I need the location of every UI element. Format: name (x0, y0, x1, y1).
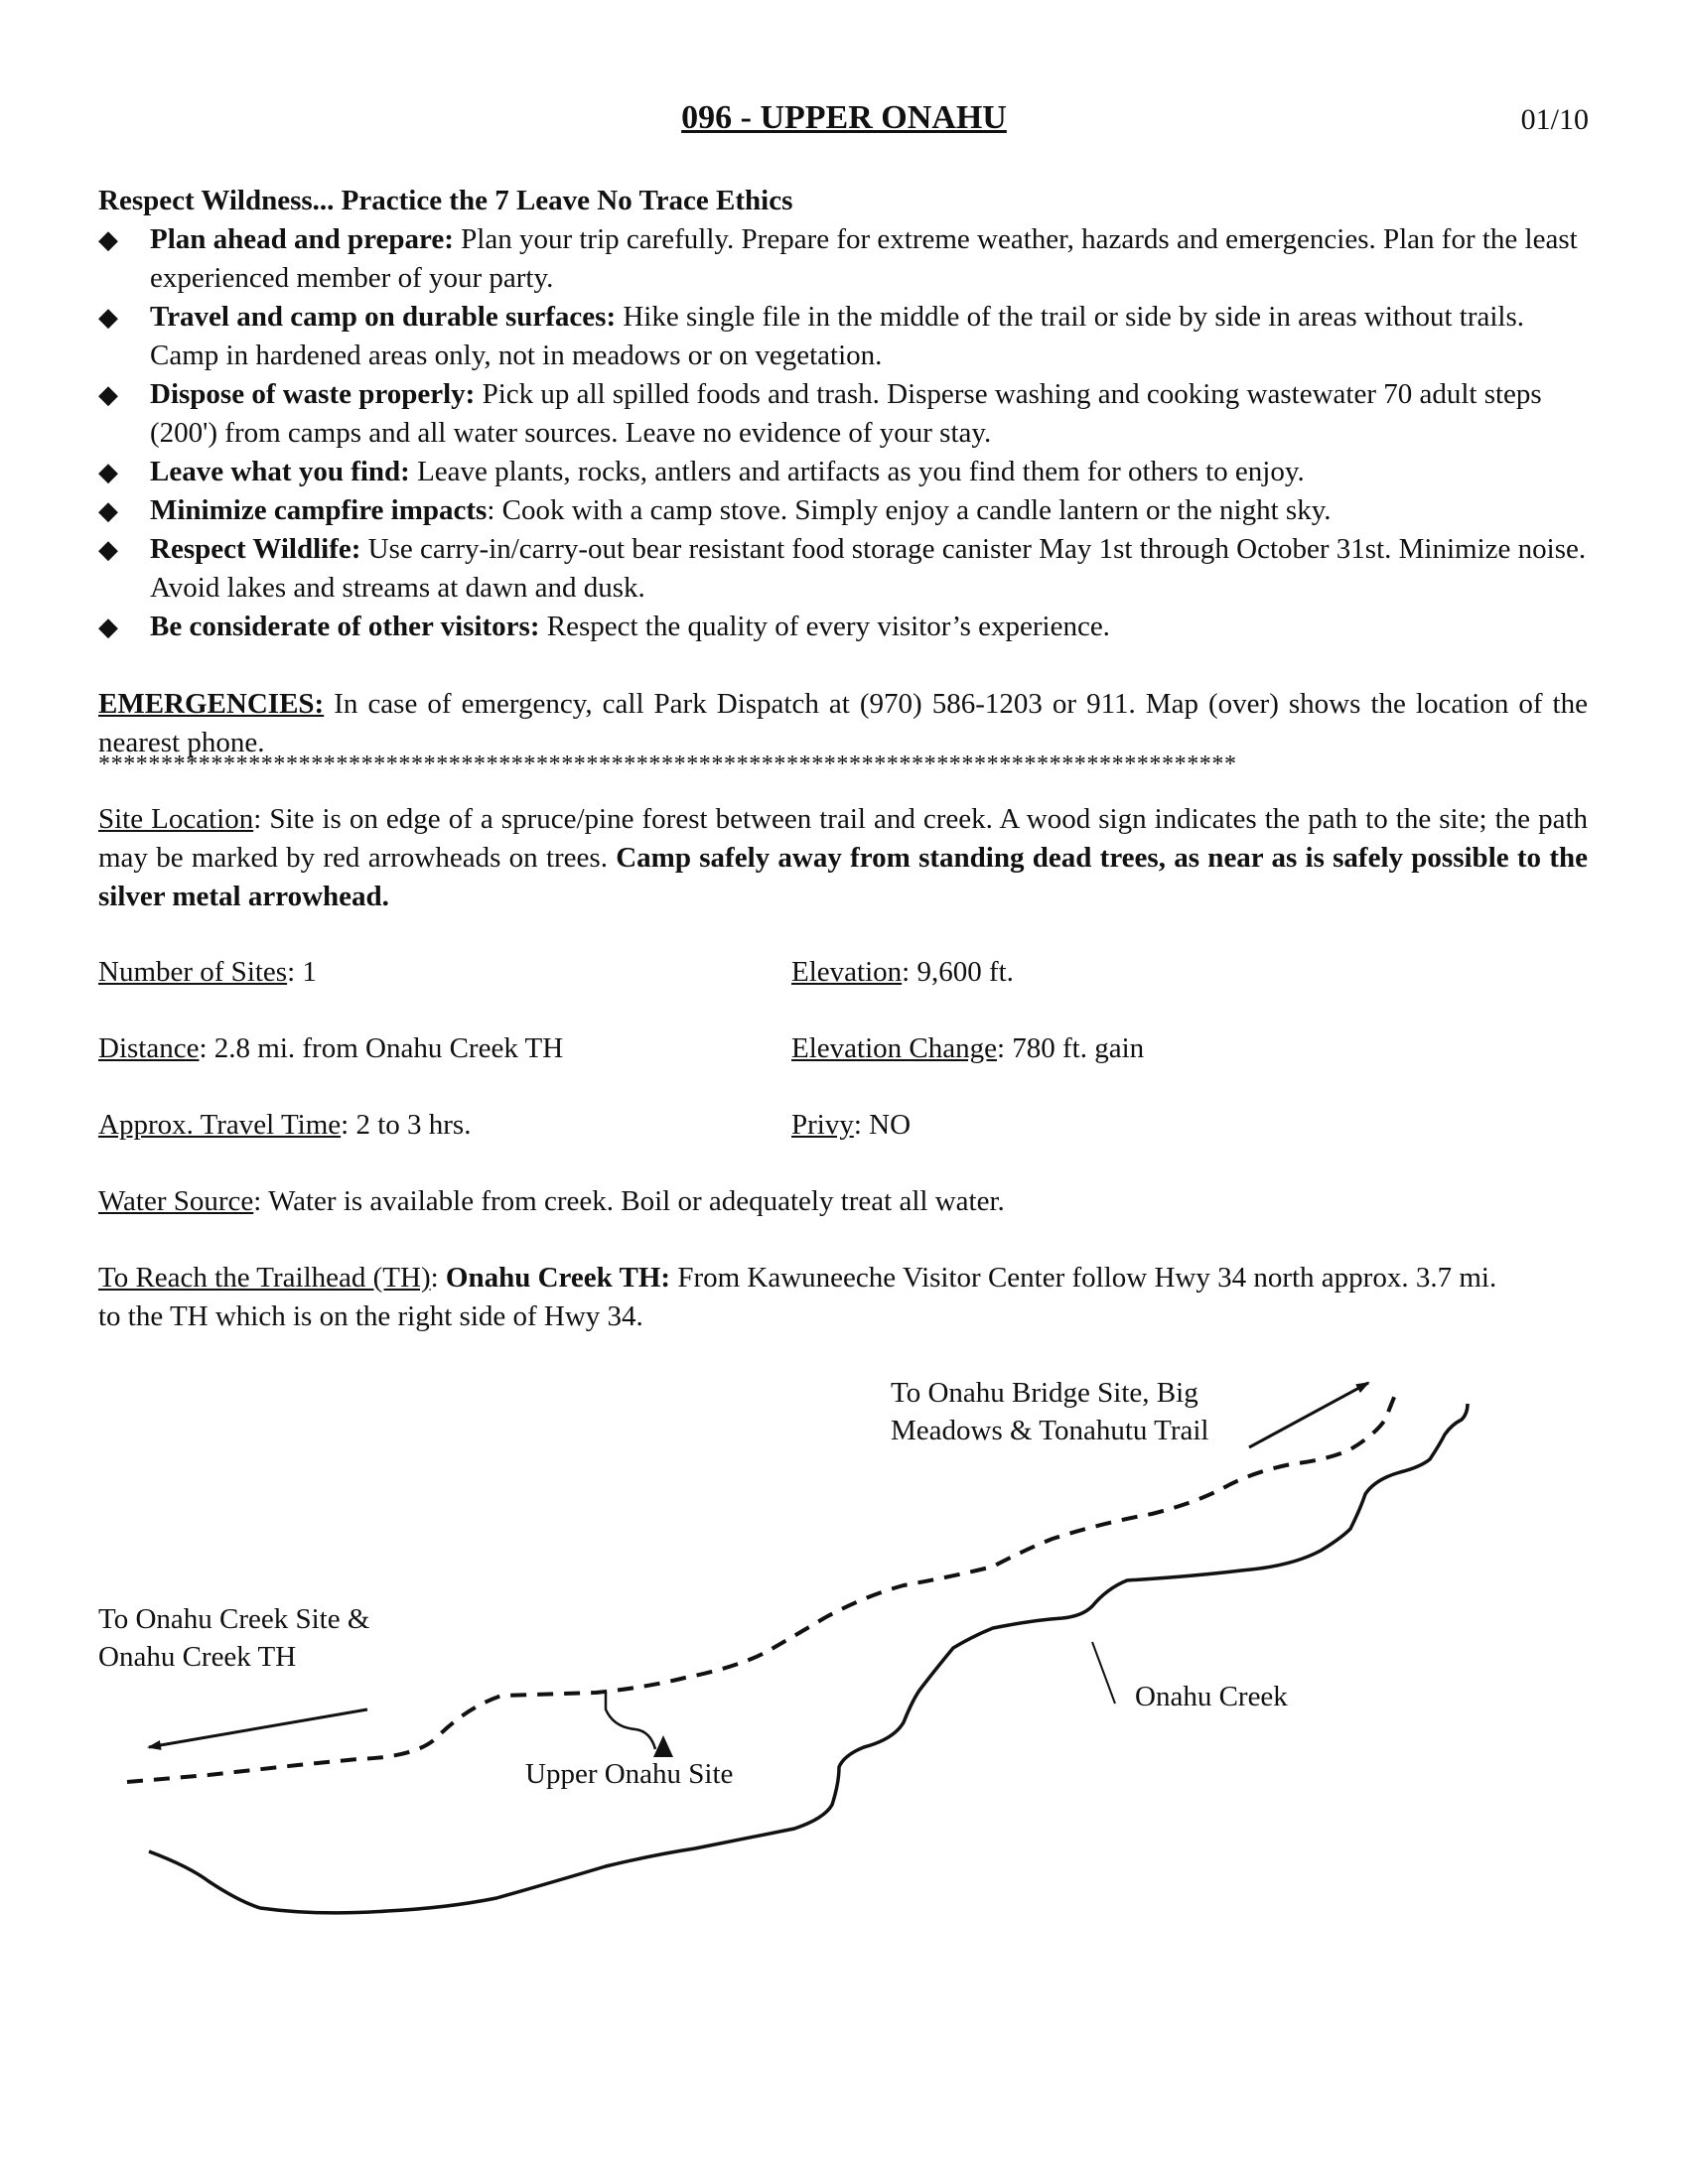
sites-value: : 1 (287, 956, 317, 988)
site-location-warning: Camp safely away from standing dead trees, as near as is safely possible to the silver metal arrowhead. (98, 842, 1589, 912)
map-label-northeast (891, 1374, 1208, 1449)
privy-value: : NO (853, 1109, 912, 1141)
lnt-item (98, 608, 1588, 646)
lnt-item (98, 453, 1588, 491)
lnt-item-label: Travel and camp on durable surfaces: (150, 301, 617, 333)
distance-value: : 2.8 mi. from Onahu Creek TH (199, 1032, 564, 1064)
emergencies-label: EMERGENCIES: (98, 688, 325, 720)
site-location-paragraph (98, 800, 1588, 916)
map-label-west (98, 1600, 369, 1676)
lnt-item-text: : Cook with a camp stove. Simply enjoy a candle lantern or the night sky. (487, 494, 1332, 526)
site-spur-path (606, 1693, 655, 1749)
number-of-sites (98, 953, 317, 992)
lnt-item-label: Plan ahead and prepare: (150, 223, 454, 255)
campsite-triangle-icon (653, 1735, 673, 1757)
site-location-label: Site Location (98, 803, 254, 835)
lnt-list (98, 220, 1588, 646)
lnt-item (98, 530, 1588, 608)
west-arrow (149, 1709, 367, 1747)
northeast-arrow (1249, 1383, 1368, 1447)
diamond-bullet-icon: ◆ (98, 225, 118, 254)
lnt-item (98, 220, 1588, 298)
trailhead-paragraph (98, 1259, 1508, 1336)
diamond-bullet-icon: ◆ (98, 458, 118, 486)
distance-label: Distance (98, 1032, 200, 1064)
trailhead-text: From Kawuneeche Visitor Center follow Hwy 34 north approx. 3.7 mi. to the TH which is on the right side of Hwy 34. (98, 1262, 1497, 1332)
lnt-item-label: Be considerate of other visitors: (150, 611, 540, 642)
lnt-item-label: Dispose of waste properly: (150, 378, 476, 410)
lnt-item-label: Respect Wildlife: (150, 533, 361, 565)
revision-date: 01/10 (1520, 103, 1589, 136)
map-label-west-line1: To Onahu Creek Site & (98, 1603, 370, 1635)
map-label-west-line2: Onahu Creek TH (98, 1641, 297, 1673)
elevation-change-value: : 780 ft. gain (996, 1032, 1145, 1064)
distance (98, 1029, 563, 1068)
map-label-northeast-line1: To Onahu Bridge Site, Big (891, 1377, 1198, 1409)
lnt-item-label: Minimize campfire impacts (150, 494, 488, 526)
trailhead-name: Onahu Creek TH: (445, 1262, 671, 1294)
lnt-item (98, 298, 1588, 375)
lnt-item-label: Leave what you find: (150, 456, 410, 487)
lnt-item-text: Leave plants, rocks, antlers and artifacts as you find them for others to enjoy. (409, 456, 1305, 487)
lnt-item-text: Use carry-in/carry-out bear resistant food storage canister May 1st through October 31st. Minimize noise. Avoid lakes and streams at dawn and dusk. (150, 533, 1587, 604)
travel-time-value: : 2 to 3 hrs. (341, 1109, 472, 1141)
diamond-bullet-icon: ◆ (98, 613, 118, 641)
emergencies-text: In case of emergency, call Park Dispatch at (970) 586-1203 or 911. Map (over) shows the location of the nearest phone. (98, 688, 1588, 758)
page-title: 096 - UPPER ONAHU (681, 99, 1007, 136)
privy-label: Privy (791, 1109, 854, 1141)
elevation (791, 953, 1014, 992)
elevation-value: : 9,600 ft. (902, 956, 1014, 988)
lnt-item (98, 375, 1588, 453)
travel-time (98, 1106, 471, 1145)
diamond-bullet-icon: ◆ (98, 303, 118, 332)
map-label-site: Upper Onahu Site (525, 1758, 734, 1790)
divider: ******************************************************************************************* (98, 751, 1237, 777)
lnt-item-text: Plan your trip carefully. Prepare for extreme weather, hazards and emergencies. Plan for the least experienced member of your party. (150, 223, 1578, 294)
creek-leader-line (1092, 1642, 1115, 1704)
lnt-item-text: Hike single file in the middle of the trail or side by side in areas without trails. Camp in hardened areas only, not in meadows or on vegetation. (150, 301, 1525, 371)
lnt-item-text: Respect the quality of every visitor’s experience. (539, 611, 1110, 642)
travel-time-label: Approx. Travel Time (98, 1109, 342, 1141)
map-label-northeast-line2: Meadows & Tonahutu Trail (891, 1415, 1209, 1446)
lnt-item-text: Pick up all spilled foods and trash. Disperse washing and cooking wastewater 70 adult steps (200') from camps and all water sources. Leave no evidence of your stay. (150, 378, 1542, 449)
diamond-bullet-icon: ◆ (98, 496, 118, 525)
water-source (98, 1182, 1005, 1221)
sites-label: Number of Sites (98, 956, 288, 988)
site-location-text: : Site is on edge of a spruce/pine forest between trail and creek. A wood sign indicates the path to the site; the path may be marked by red arrowheads on trees. (98, 803, 1589, 874)
trail-path (127, 1395, 1395, 1782)
elevation-change-label: Elevation Change (791, 1032, 997, 1064)
lnt-heading: Respect Wildness... Practice the 7 Leave No Trace Ethics (98, 185, 793, 216)
water-source-label: Water Source (98, 1185, 254, 1217)
elevation-change (791, 1029, 1144, 1068)
trailhead-label: To Reach the Trailhead (TH) (98, 1262, 431, 1294)
map-label-creek: Onahu Creek (1135, 1681, 1288, 1712)
trailhead-colon: : (430, 1262, 446, 1294)
diamond-bullet-icon: ◆ (98, 380, 118, 409)
privy (791, 1106, 911, 1145)
elevation-label: Elevation (791, 956, 903, 988)
lnt-item (98, 491, 1588, 530)
water-source-text: : Water is available from creek. Boil or adequately treat all water. (253, 1185, 1005, 1217)
diamond-bullet-icon: ◆ (98, 535, 118, 564)
